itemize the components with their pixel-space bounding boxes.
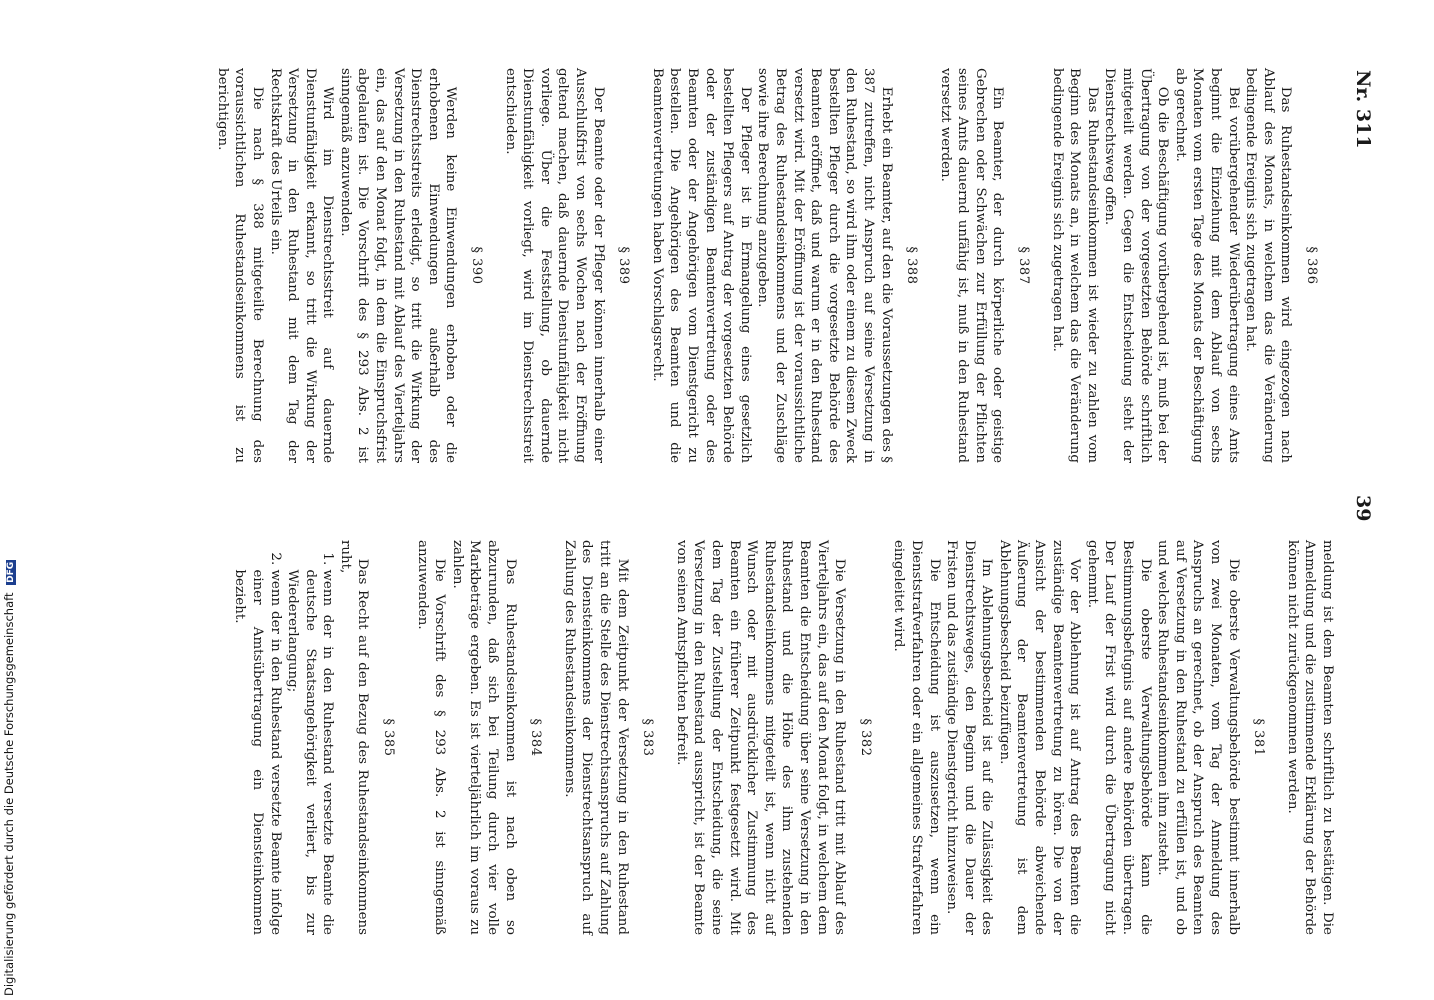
right-column	[231, 540, 1336, 935]
paragraph: Das Recht auf den Bezug des Ruhestandseinkommens ruht,	[337, 540, 371, 935]
paragraph: Bei vorübergehender Wiederübertragung eines Amts beginnt die Einziehung mit dem Ablauf von sechs Monaten vom ersten Tage des Monats der Beschäftigung ab gerechnet.	[1172, 68, 1241, 463]
page-header	[1344, 70, 1374, 940]
paragraph: Das Ruhestandseinkommen wird eingezogen nach Ablauf des Monats, in welchem das die Veränderung bedingende Ereignis sich zugetragen hat.	[1243, 68, 1294, 463]
digitization-note-text: Digitalisierung gefördert durch die Deutsche Forschungsgemeinschaft	[2, 592, 16, 996]
paragraph: Erhebt ein Beamter, auf den die Voraussetzungen des § 387 zutreffen, nicht Anspruch auf seine Versetzung in den Ruhestand, so wird ihm oder einem zu diesem Zweck bestellten Pfleger durch die vorgesetzte Behörde des Beamten eröffnet, daß und warum er in den Ruhestand versetzt wird. Mit der Eröffnung ist der voraussichtliche Betrag des Ruhestandseinkommens und der Zuschläge sowie ihre Berechnung anzugeben.	[755, 68, 894, 463]
paragraph: Der Beamte oder der Pfleger können innerhalb einer Ausschlußfrist von sechs Wochen nach der Eröffnung geltend machen, daß dauernde Dienstunfähigkeit nicht vorliege. Über die Feststellung, ob dauernde Dienstunfähigkeit vorliegt, wird im Dienstrechtsstreit entschieden.	[502, 68, 606, 463]
section-390-heading: § 390	[469, 246, 485, 285]
paragraph: Werden keine Einwendungen erhoben oder die erhobenen Einwendungen außerhalb des Dienstrechtsstreits erledigt, so tritt die Wirkung der Versetzung in den Ruhestand mit Ablauf des Vierteljahrs ein, das auf den Monat folgt, in dem die Einspruchsfrist abgelaufen ist. Die Vorschrift des § 293 Abs. 2 ist sinngemäß anzuwenden.	[337, 68, 459, 463]
paragraph: Das Ruhestandseinkommen ist nach oben so abzurunden, daß sich bei Teilung durch vier volle Markbeträge ergeben. Es ist vierteljährlich im voraus zu zahlen.	[449, 540, 518, 935]
document-number: Nr. 311	[1352, 70, 1374, 149]
digitization-note	[2, 560, 16, 996]
section-381-heading: § 381	[1251, 718, 1267, 757]
section-385-heading: § 385	[381, 718, 397, 757]
section-386-heading: § 386	[1304, 246, 1319, 285]
page-number: 39	[1352, 495, 1374, 522]
section-382-heading: § 382	[857, 718, 873, 757]
paragraph: Mit dem Zeitpunkt der Versetzung in den Ruhestand tritt an die Stelle des Dienstrechtsanspruchs auf Zahlung des Diensteinkommens der Dienstrechtsanspruch auf Zahlung des Ruhestandseinkommens.	[561, 540, 630, 935]
dfg-logo-icon: DFG	[6, 561, 16, 583]
paragraph: Die oberste Verwaltungsbehörde kann die Bestimmungsbefugnis auf andere Behörden übertragen. Der Lauf der Frist wird durch die Übertragung nicht gehemmt.	[1084, 540, 1153, 935]
paragraph: Vor der Ablehnung ist auf Antrag des Beamten die zuständige Beamtenvertretung zu hören. Die von der Ansicht der bestimmenden Behörde abweichende Äußerung der Beamtenvertretung ist dem Ablehnungsbescheid beizufügen.	[996, 540, 1083, 935]
section-387-heading: § 387	[1016, 246, 1032, 285]
left-column	[213, 68, 1336, 463]
paragraph: Der Pfleger ist in Ermangelung eines gesetzlich bestellten Pflegers auf Antrag der vorgesetzten Behörde oder der zuständigen Beamtenvertretung oder des Beamten oder der Angehörigen vom Dienstgericht zu bestellen. Die Angehörigen des Beamten und die Beamtenvertretungen haben Vorschlagsrecht.	[649, 68, 753, 463]
paragraph: Ein Beamter, der durch körperliche oder geistige Gebrechen oder Schwächen zur Erfüllung der Pflichten seines Amts dauernd unfähig ist, muß in den Ruhestand versetzt werden.	[937, 68, 1006, 463]
paragraph: Im Ablehnungsbescheid ist auf die Zulässigkeit des Dienstrechtsweges, den Beginn und die Dauer der Fristen und das zuständige Dienstgericht hinzuweisen.	[944, 540, 995, 935]
paragraph: Ob die Beschäftigung vorübergehend ist, muß bei der Übertragung von der vorgesetzten Behörde schriftlich mitgeteilt werden. Gegen die Entscheidung steht der Dienstrechtsweg offen.	[1102, 68, 1171, 463]
paragraph: Die oberste Verwaltungsbehörde bestimmt innerhalb von zwei Monaten, vom Tag der Anmeldung des Anspruchs an gerechnet, ob der Anspruch des Beamten auf Versetzung in den Ruhestand zu erfüllen ist, und ob und welches Ruhestandseinkommen ihm zusteht.	[1155, 540, 1241, 935]
numbered-list	[231, 540, 337, 935]
paragraph: Das Ruhestandseinkommen ist wieder zu zahlen vom Beginn des Monats an, in welchem das die Veränderung bedingende Ereignis sich zugetragen hat.	[1049, 68, 1100, 463]
list-item: 1. wenn der in den Ruhestand versetzte Beamte die deutsche Staatsangehörigkeit verliert, bis zur Wiedererlangung;	[284, 569, 337, 935]
paragraph: Die Entscheidung ist auszusetzen, wenn ein Dienststrafverfahren oder ein allgemeines Strafverfahren eingeleitet wird.	[891, 540, 942, 935]
paragraph: Die Versetzung in den Ruhestand tritt mit Ablauf des Vierteljahrs ein, das auf den Monat folgt, in welchem dem Beamten die Entscheidung über seine Versetzung in den Ruhestand und die Höhe des ihm zustehenden Ruhestandseinkommens mitgeteilt ist, wenn nicht auf Wunsch oder mit ausdrücklicher Zustimmung des Beamten ein früherer Zeitpunkt festgesetzt wird. Mit dem Tag der Zustellung der Entscheidung, die seine Versetzung in den Ruhestand ausspricht, ist der Beamte von seinen Amtspflichten befreit.	[673, 540, 848, 935]
section-388-heading: § 388	[904, 246, 920, 285]
paragraph: Wird im Dienstrechtsstreit auf dauernde Dienstunfähigkeit erkannt, so tritt die Wirkung der Versetzung in den Ruhestand mit dem Tag der Rechtskraft des Urteils ein.	[267, 68, 336, 463]
section-384-heading: § 384	[528, 718, 544, 757]
section-389-heading: § 389	[616, 246, 632, 285]
section-383-heading: § 383	[640, 718, 656, 757]
paragraph: meldung ist dem Beamten schriftlich zu bestätigen. Die Anmeldung und die zustimmende Erklärung der Behörde können nicht zurückgenommen werden.	[1284, 540, 1335, 935]
paragraph: Die Vorschrift des § 293 Abs. 2 ist sinngemäß anzuwenden.	[414, 540, 448, 935]
paragraph: Die nach § 388 mitgeteilte Berechnung des voraussichtlichen Ruhestandseinkommens ist zu berichtigen.	[214, 68, 265, 463]
list-item: 2. wenn der in den Ruhestand versetzte Beamte infolge einer Amtsübertragung ein Diensteinkommen bezieht.	[231, 569, 284, 935]
